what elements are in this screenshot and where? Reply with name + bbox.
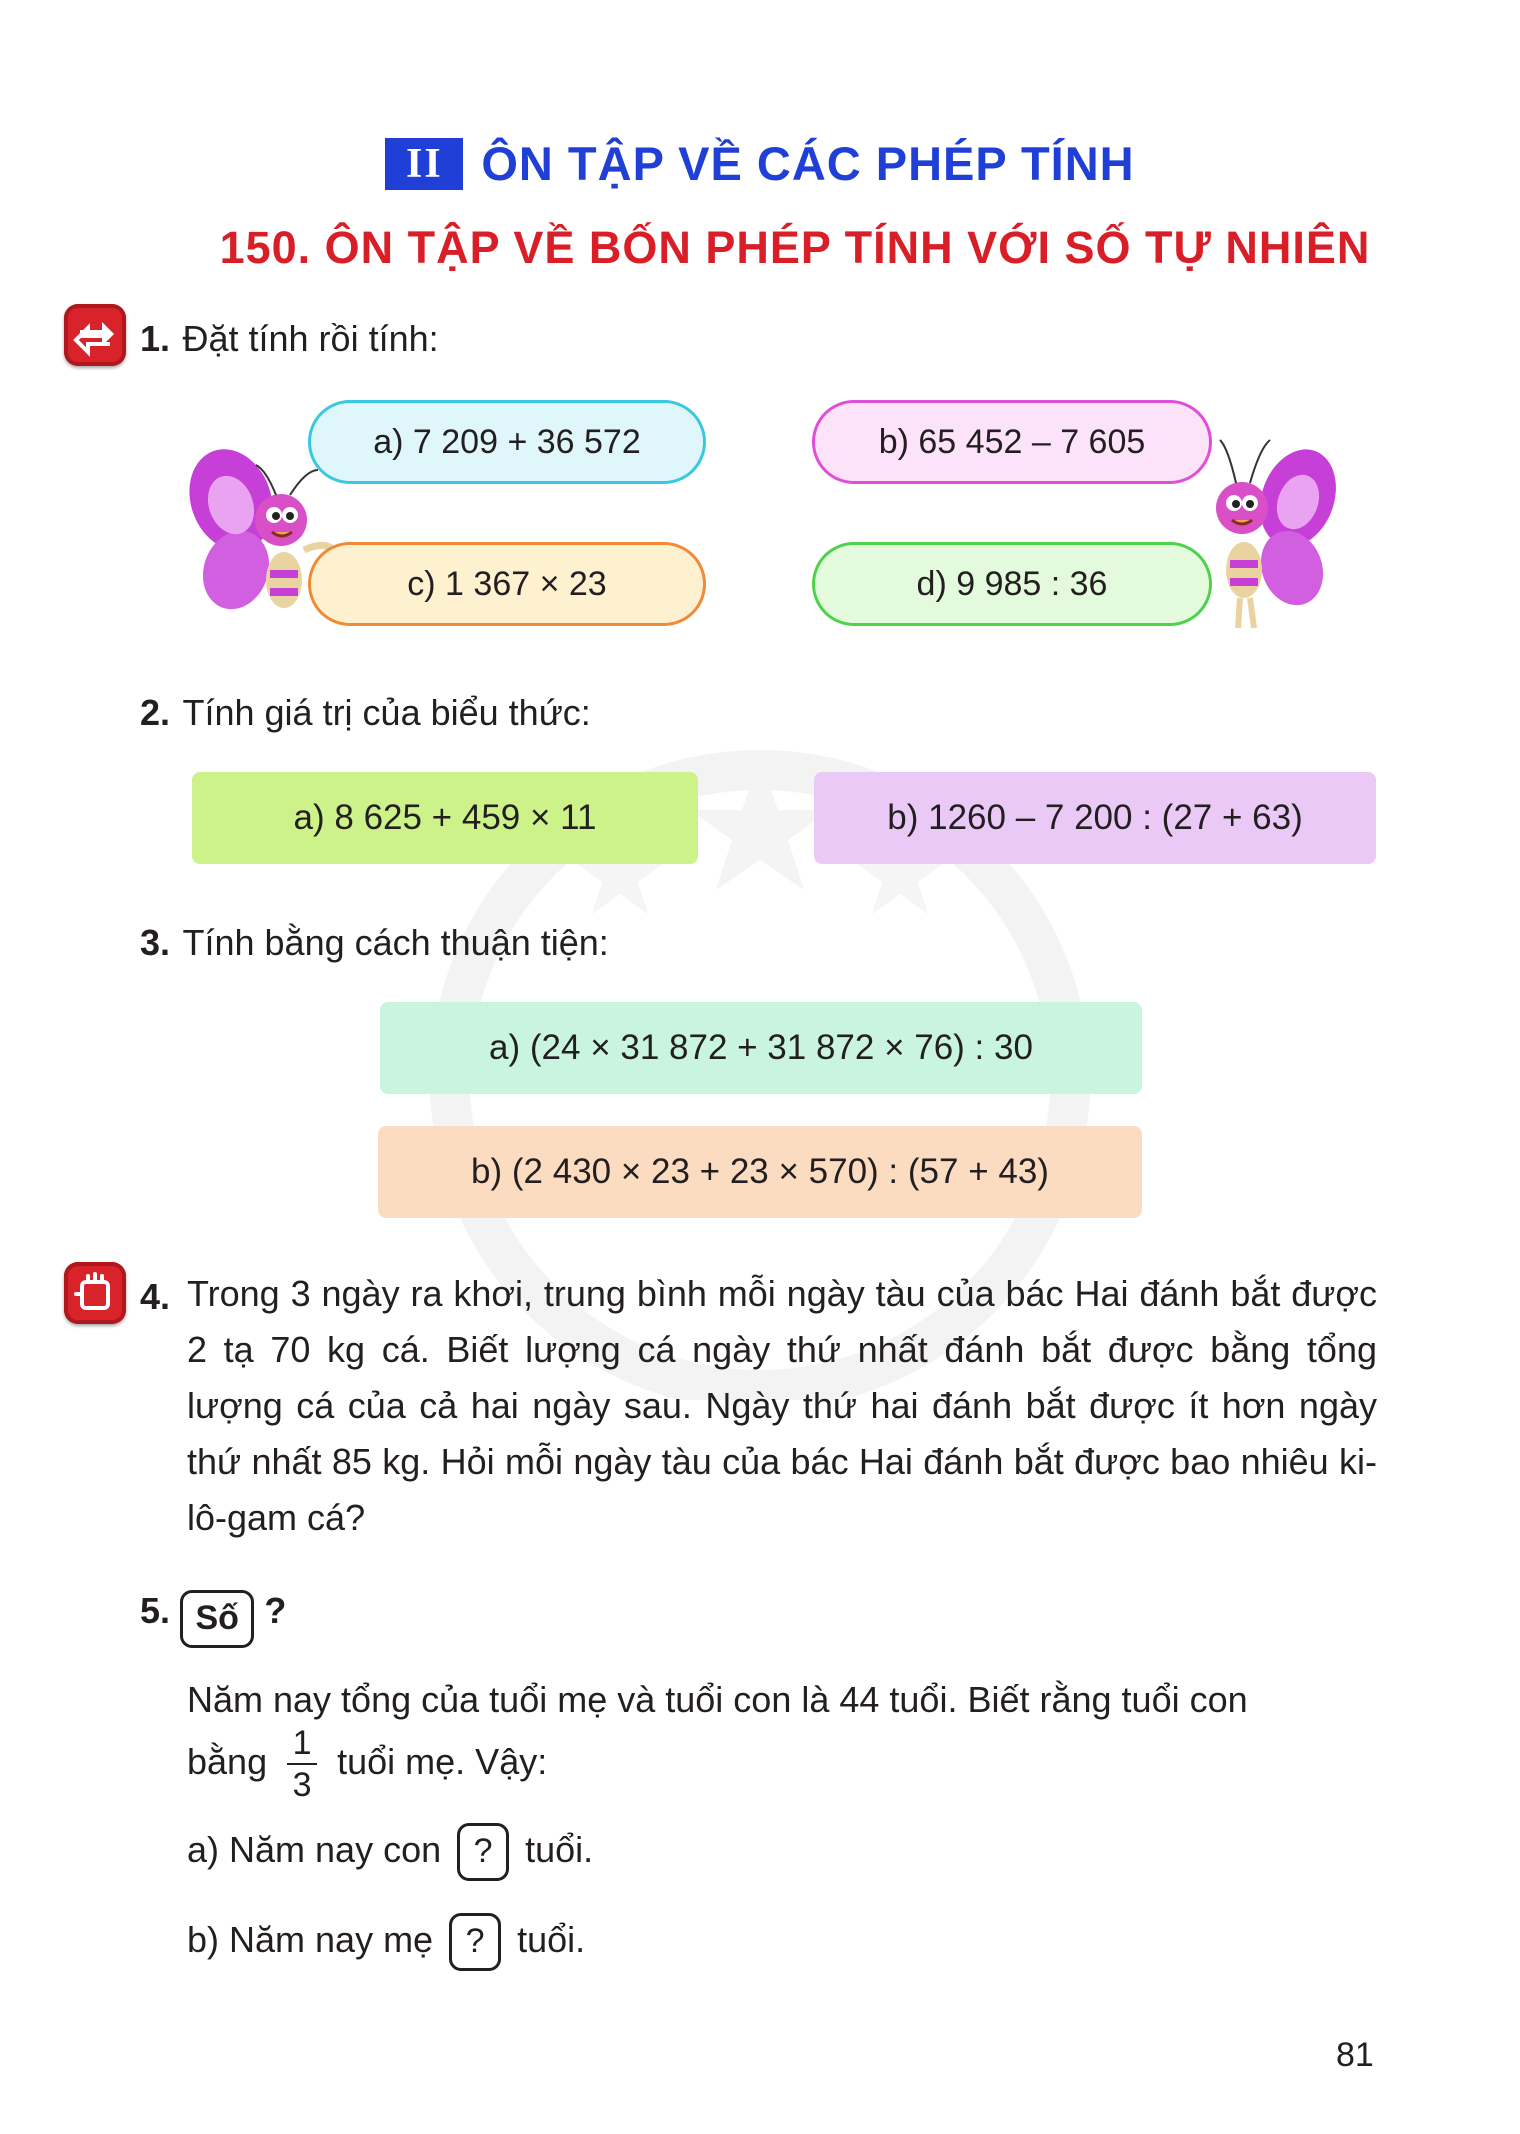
question-5b-post: tuổi. [517, 1919, 586, 1960]
chapter-number-badge: II [385, 138, 463, 190]
question-2-text: Tính giá trị của biểu thức: [182, 692, 591, 733]
exercise-1d-pill: d) 9 985 : 36 [812, 542, 1212, 626]
fraction-denominator: 3 [292, 1766, 312, 1805]
question-2-number: 2. [140, 692, 171, 733]
page-number: 81 [1336, 2036, 1374, 2074]
question-5-line-2-pre: bằng [187, 1741, 268, 1782]
question-5a-pre: a) Năm nay con [187, 1829, 442, 1870]
question-5a-post: tuổi. [525, 1829, 594, 1870]
chapter-title: ÔN TẬP VỀ CÁC PHÉP TÍNH [481, 137, 1135, 190]
answer-box-5b[interactable]: ? [449, 1913, 501, 1971]
question-2-header [140, 692, 591, 734]
arrows-practice-icon [64, 304, 126, 366]
exercise-2a-box: a) 8 625 + 459 × 11 [192, 772, 698, 864]
fraction-numerator: 1 [292, 1724, 312, 1763]
fist-apply-icon [64, 1262, 126, 1324]
question-3-text: Tính bằng cách thuận tiện: [182, 922, 609, 963]
question-5-number: 5. [140, 1590, 171, 1632]
question-5-line-1: Năm nay tổng của tuổi mẹ và tuổi con là 44 tuổi. Biết rằng tuổi con [187, 1679, 1248, 1720]
fraction-one-third [287, 1725, 317, 1803]
question-1-header [140, 318, 439, 360]
question-5-line-2 [187, 1722, 547, 1803]
question-3-header [140, 922, 609, 964]
exercise-1b-pill: b) 65 452 – 7 605 [812, 400, 1212, 484]
so-label-box: Số [180, 1590, 253, 1648]
question-1-text: Đặt tính rồi tính: [182, 318, 439, 359]
chapter-heading [0, 136, 1520, 191]
exercise-3b-box: b) (2 430 × 23 + 23 × 570) : (57 + 43) [378, 1126, 1142, 1218]
exercise-3a-box: a) (24 × 31 872 + 31 872 × 76) : 30 [380, 1002, 1142, 1094]
answer-box-5a[interactable]: ? [457, 1823, 509, 1881]
question-5-line-2-post: tuổi mẹ. Vậy: [337, 1741, 548, 1782]
exercise-1c-pill: c) 1 367 × 23 [308, 542, 706, 626]
question-4-number: 4. [140, 1276, 171, 1317]
question-1-number: 1. [140, 318, 171, 359]
question-5-header [140, 1590, 286, 1648]
question-5b-line [187, 1910, 585, 1971]
question-4-text: Trong 3 ngày ra khơi, trung bình mỗi ngày tàu của bác Hai đánh bắt được 2 tạ 70 kg cá. Biết lượng cá ngày thứ nhất đánh bắt được bằng tổng lượng cá của cả hai ngày sau. Ngày thứ hai đánh bắt được ít hơn ngày thứ nhất 85 kg. Hỏi mỗi ngày tàu của bác Hai đánh bắt được bao nhiêu ki-lô-gam cá? [187, 1273, 1377, 1538]
exercise-1a-pill: a) 7 209 + 36 572 [308, 400, 706, 484]
fraction-bar [287, 1763, 317, 1765]
question-5-mark: ? [264, 1590, 287, 1632]
question-3-number: 3. [140, 922, 171, 963]
exercise-2b-box: b) 1260 – 7 200 : (27 + 63) [814, 772, 1376, 864]
lesson-title: 150. ÔN TẬP VỀ BỐN PHÉP TÍNH VỚI SỐ TỰ NHIÊN [219, 222, 1371, 273]
question-5b-pre: b) Năm nay mẹ [187, 1919, 434, 1960]
question-5a-line [187, 1820, 593, 1881]
